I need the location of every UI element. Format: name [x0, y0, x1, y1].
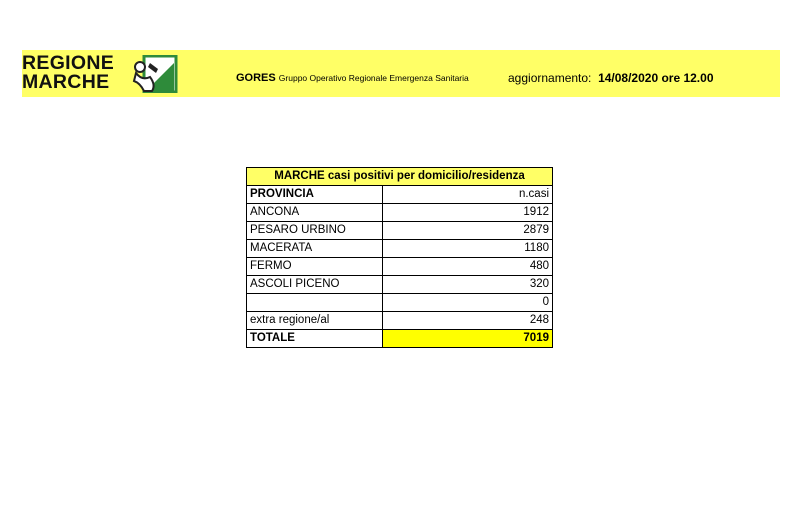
table-row — [247, 222, 553, 240]
header-banner — [22, 50, 780, 97]
update-info — [508, 71, 714, 85]
organization-label — [236, 72, 469, 84]
province-cell — [247, 294, 383, 312]
org-short: GORES — [236, 72, 276, 84]
table-title: MARCHE casi positivi per domicilio/residenza — [247, 168, 553, 186]
cases-table — [246, 167, 553, 348]
column-header-province: PROVINCIA — [247, 186, 383, 204]
logo-text — [22, 54, 114, 92]
logo-line-2: MARCHE — [22, 71, 110, 93]
regione-marche-logo — [22, 54, 182, 94]
province-cell: ANCONA — [247, 204, 383, 222]
cases-cell: 248 — [383, 312, 553, 330]
table-row — [247, 258, 553, 276]
cases-cell: 480 — [383, 258, 553, 276]
cases-cell: 320 — [383, 276, 553, 294]
regione-marche-emblem-icon — [130, 55, 178, 93]
column-header-cases: n.casi — [383, 186, 553, 204]
update-value: 14/08/2020 ore 12.00 — [598, 71, 714, 85]
province-cell: MACERATA — [247, 240, 383, 258]
table-row — [247, 312, 553, 330]
table-row — [247, 294, 553, 312]
table-row — [247, 276, 553, 294]
cases-cell: 1912 — [383, 204, 553, 222]
province-cell: PESARO URBINO — [247, 222, 383, 240]
cases-cell: 1180 — [383, 240, 553, 258]
total-label: TOTALE — [247, 330, 383, 348]
table-header-row — [247, 186, 553, 204]
org-full: Gruppo Operativo Regionale Emergenza Sanitaria — [278, 73, 469, 83]
province-cell: extra regione/al — [247, 312, 383, 330]
table-row — [247, 204, 553, 222]
logo-line-1: REGIONE — [22, 52, 115, 74]
cases-cell: 2879 — [383, 222, 553, 240]
total-value: 7019 — [383, 330, 553, 348]
province-cell: FERMO — [247, 258, 383, 276]
update-label: aggiornamento: — [508, 71, 592, 85]
table-row — [247, 240, 553, 258]
cases-cell: 0 — [383, 294, 553, 312]
province-cell: ASCOLI PICENO — [247, 276, 383, 294]
total-row — [247, 330, 553, 348]
